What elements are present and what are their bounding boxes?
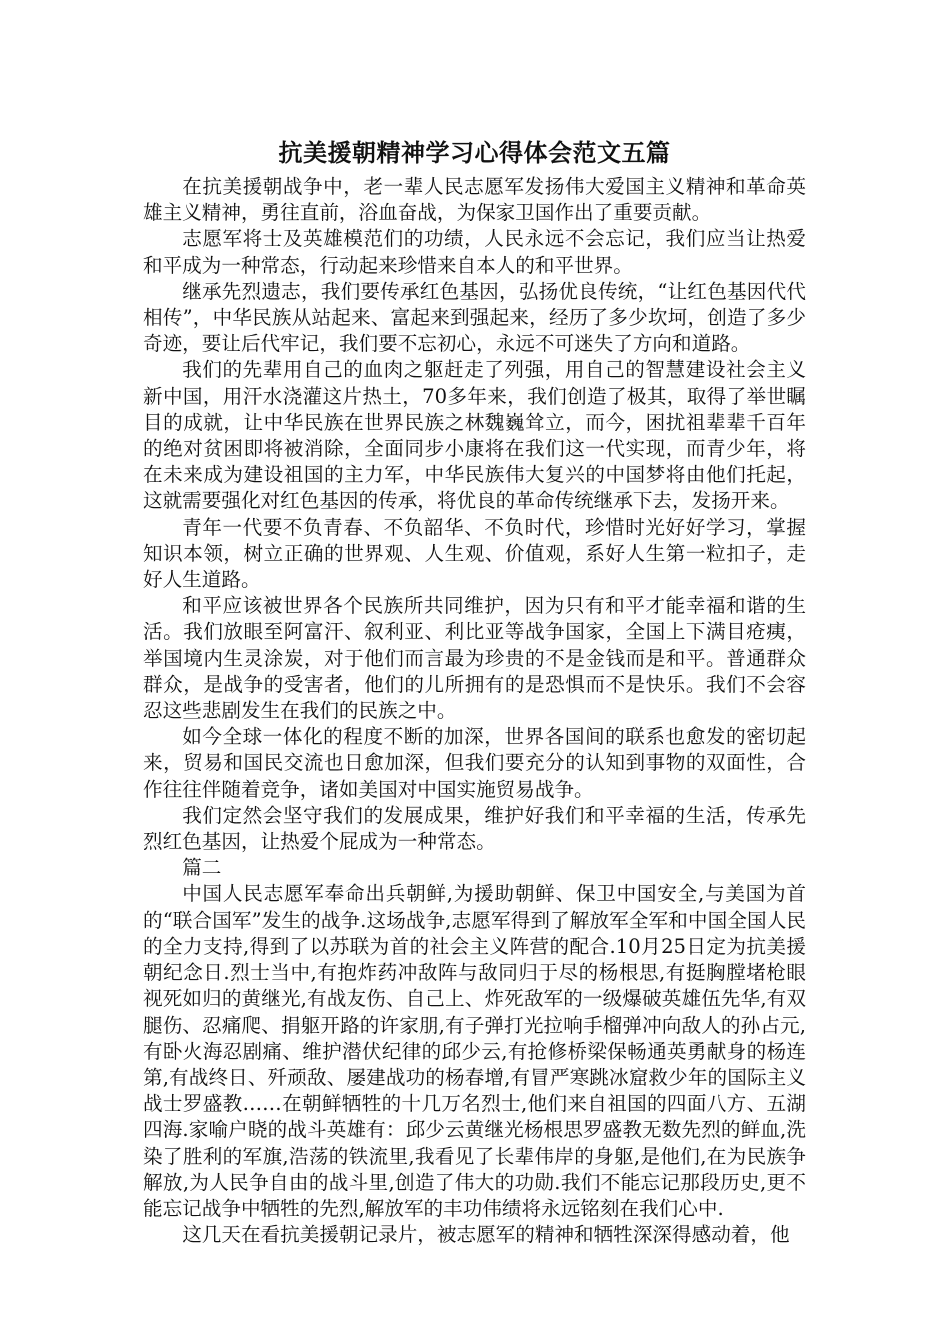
paragraph-9: 中国人民志愿军奉命出兵朝鲜,为援助朝鲜、保卫中国安全,与美国为首的“联合国军”发生的战争.这场战争,志愿军得到了解放军全军和中国全国人民的全力支持,得到了以苏联为首的社会主义阵营的配合.10月25日定为抗美援朝纪念日.烈士当中,有抱炸药冲敌阵与敌同归于尽的杨根思,有挺胸膛堵枪眼视死如归的黄继光,有战友伤、自己上、炸死敌军的一级爆破英雄伍先华,有双腿伤、忍痛爬、捐躯开路的许家朋,有子弹打光拉响手榴弹冲向敌人的孙占元,有卧火海忍剧痛、维护潜伏纪律的邱少云,有抢修桥梁保畅通英勇献身的杨连第,有战终日、歼顽敌、屡建战功的杨春增,有冒严寒跳冰窟救少年的国际主义战士罗盛教……在朝鲜牺牲的十几万名烈士,他们来自祖国的四面八方、五湖四海.家喻户晓的战斗英雄有：邱少云黄继光杨根思罗盛教无数先烈的鲜血,洗染了胜利的军旗,浩荡的铁流里,我看见了长辈伟岸的身躯,是他们,在为民族争解放,为人民争自由的战斗里,创造了伟大的功勋.我们不能忘记那段历史,更不能忘记战争中牺牲的先烈,解放军的丰功伟绩将永远铭刻在我们心中. bbox=[143, 882, 806, 1220]
paragraph-2: 志愿军将士及英雄模范们的功绩，人民永远不会忘记，我们应当让热爱和平成为一种常态，行动起来珍惜来自本人的和平世界。 bbox=[143, 227, 806, 277]
paragraph-6: 和平应该被世界各个民族所共同维护，因为只有和平才能幸福和谐的生活。我们放眼至阿富汗、叙利亚、利比亚等战争国家，全国上下满目疮痍，举国境内生灵涂炭，对于他们而言最为珍贵的不是金钱而是和平。普通群众群众，是战争的受害者，他们的儿所拥有的是恐惧而不是快乐。我们不会容忍这些悲剧发生在我们的民族之中。 bbox=[143, 594, 806, 723]
section-heading-part-two: 篇二 bbox=[182, 856, 222, 880]
paragraph-8: 我们定然会坚守我们的发展成果，维护好我们和平幸福的生活，传承先烈红色基因，让热爱个屁成为一种常态。 bbox=[143, 803, 806, 854]
paragraph-3: 继承先烈遗志，我们要传承红色基因，弘扬优良传统，“让红色基因代代相传”，中华民族从站起来、富起来到强起来，经历了多少坎坷，创造了多少奇迹，要让后代牢记，我们要不忘初心，永远不可迷失了方向和道路。 bbox=[143, 279, 806, 356]
paragraph-10: 这几天在看抗美援朝记录片，被志愿军的精神和牺牲深深得感动着，他 bbox=[182, 1223, 790, 1247]
paragraph-7: 如今全球一体化的程度不断的加深，世界各国间的联系也愈发的密切起来，贸易和国民交流也日愈加深，但我们要充分的认知到事物的双面性，合作往往伴随着竞争，诸如美国对中国实施贸易战争。 bbox=[143, 725, 806, 801]
paragraph-1: 在抗美援朝战争中，老一辈人民志愿军发扬伟大爱国主义精神和革命英雄主义精神，勇往直前，浴血奋战，为保家卫国作出了重要贡献。 bbox=[143, 175, 806, 225]
document-title: 抗美援朝精神学习心得体会范文五篇 bbox=[278, 138, 671, 167]
paragraph-5: 青年一代要不负青春、不负韶华、不负时代，珍惜时光好好学习，掌握知识本领，树立正确的世界观、人生观、价值观，系好人生第一粒扣子，走好人生道路。 bbox=[143, 515, 806, 592]
document-page bbox=[143, 134, 806, 1248]
paragraph-4: 我们的先辈用自己的血肉之躯赶走了列强，用自己的智慧建设社会主义新中国，用汗水浇灌这片热土，70多年来，我们创造了极其，取得了举世瞩目的成就，让中华民族在世界民族之林魏巍耸立，而今，困扰祖辈辈千百年的绝对贫困即将被消除，全面同步小康将在我们这一代实现，而青少年，将在未来成为建设祖国的主力军，中华民族伟大复兴的中国梦将由他们托起，这就需要强化对红色基因的传承，将优良的革命传统继承下去，发扬开来。 bbox=[143, 358, 806, 513]
